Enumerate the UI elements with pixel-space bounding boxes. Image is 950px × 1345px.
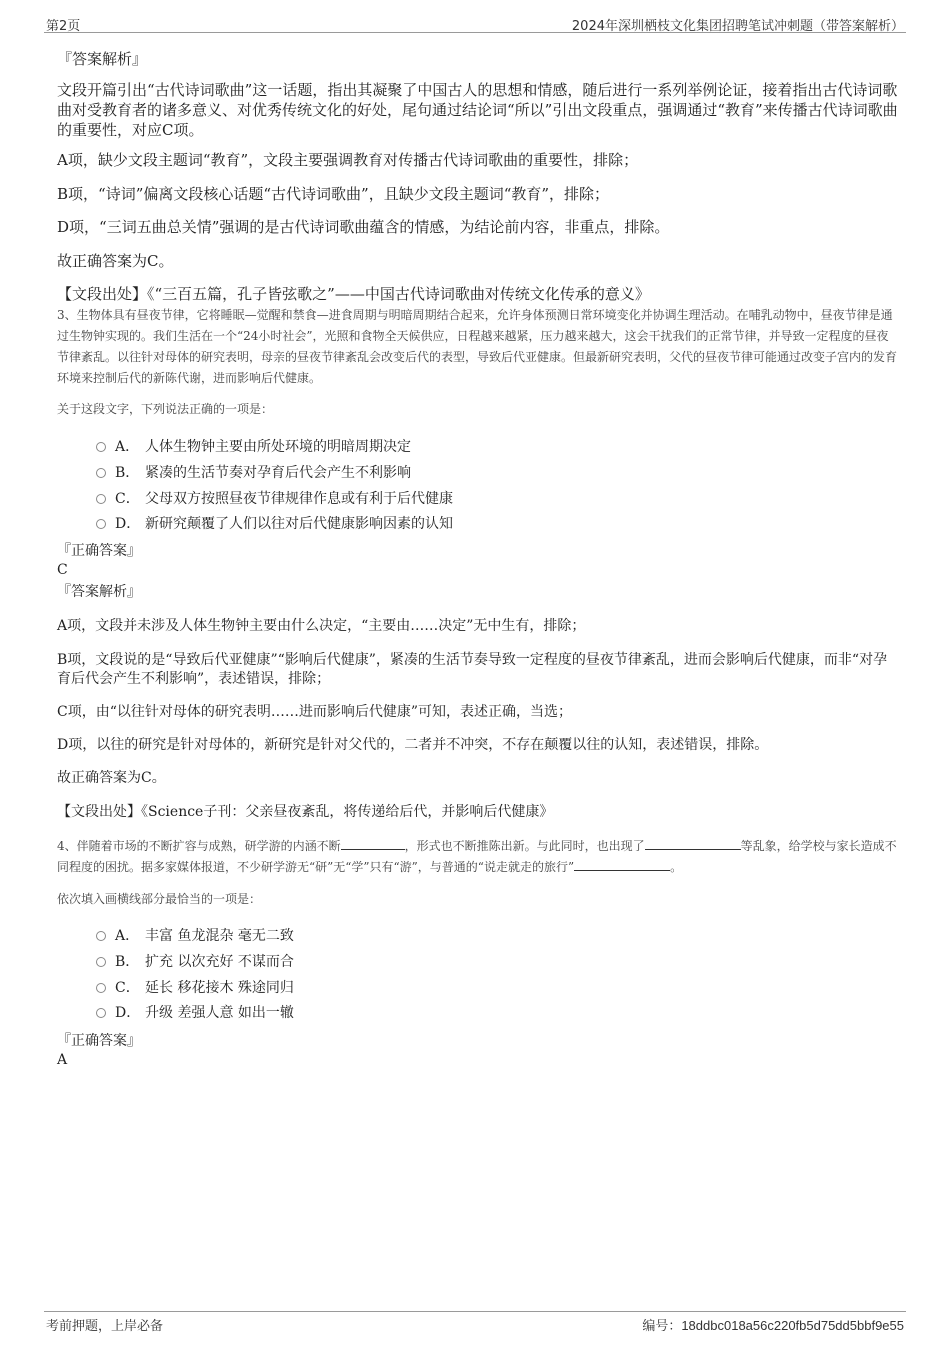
q4-blank-1[interactable]	[341, 836, 405, 850]
q3-analysis-d: D项，以往的研究是针对母体的，新研究是针对父代的，二者并不冲突，不存在颠覆以往的认知，表述错误，排除。	[57, 737, 769, 753]
option-text: 升级 差强人意 如出一辙	[145, 1005, 294, 1021]
page-number: 第2页	[46, 19, 81, 34]
q2-analysis-d: D项，“三词五曲总关情”强调的是古代诗词歌曲蕴含的情感，为结论前内容，非重点，排除。	[57, 218, 670, 236]
q4-answer-heading: 『正确答案』	[57, 1033, 141, 1049]
q3-question: 关于这段文字，下列说法正确的一项是：	[57, 402, 274, 416]
option-text: 父母双方按照昼夜节律规律作息或有利于后代健康	[145, 491, 453, 507]
q4-stem-part1: 4、伴随着市场的不断扩容与成熟，研学游的内涵不断	[57, 839, 341, 853]
radio-icon[interactable]	[96, 519, 106, 529]
q3-option-c[interactable]	[96, 489, 696, 509]
footer-serial	[642, 1315, 904, 1334]
document-title: 2024年深圳栖枝文化集团招聘笔试冲刺题（带答案解析）	[571, 19, 904, 34]
q4-stem-part2: ，形式也不断推陈出新。与此同时，也出现了	[404, 839, 645, 853]
q4-blank-2[interactable]	[645, 836, 741, 850]
option-key: D．	[115, 1005, 141, 1021]
option-key: B．	[115, 465, 140, 481]
page-header	[44, 14, 906, 33]
q4-answer: A	[57, 1052, 68, 1068]
q3-conclusion: 故正确答案为C。	[57, 770, 166, 786]
radio-icon[interactable]	[96, 931, 106, 941]
radio-icon[interactable]	[96, 494, 106, 504]
radio-icon[interactable]	[96, 468, 106, 478]
q2-analysis-b: B项，“诗词”偏离文段核心话题“古代诗词歌曲”，且缺少文段主题词“教育”，排除；	[57, 185, 610, 203]
serial-label: 编号：	[642, 1319, 682, 1334]
radio-icon[interactable]	[96, 983, 106, 993]
q3-analysis-heading: 『答案解析』	[57, 584, 141, 600]
radio-icon[interactable]	[96, 957, 106, 967]
q2-source: 【文段出处】《“三百五篇，孔子皆弦歌之”——中国古代诗词歌曲对传统文化传承的意义》	[57, 285, 650, 303]
option-key: C．	[115, 980, 140, 996]
footer-slogan: 考前押题，上岸必备	[46, 1319, 164, 1334]
q3-stem: 3、生物体具有昼夜节律，它将睡眠—觉醒和禁食—进食周期与明暗周期结合起来，允许身体预测日常环境变化并协调生理活动。在哺乳动物中，昼夜节律是通过生物钟实现的。我们生活在一个“24小时社会”，光照和食物全天候供应，日程越来越紧，压力越来越大，这会干扰我们的正常节律，并导致一定程度的昼夜节律紊乱。以往针对母体的研究表明，母亲的昼夜节律紊乱会改变后代的表型，导致后代亚健康。但最新研究表明，父代的昼夜节律可能通过改变子宫内的发育环境来控制后代的新陈代谢，进而影响后代健康。	[57, 308, 898, 385]
q3-option-a[interactable]	[96, 437, 696, 457]
option-key: B．	[115, 954, 140, 970]
serial-code: 18ddbc018a56c220fb5d75dd5bbf9e55	[681, 1318, 904, 1333]
option-key: D．	[115, 516, 141, 532]
option-key: A．	[115, 439, 140, 455]
page-footer	[44, 1311, 906, 1336]
q4-option-b[interactable]	[96, 952, 696, 972]
q4-stem-part4: 。	[670, 860, 683, 874]
option-text: 扩充 以次充好 不谋而合	[145, 954, 294, 970]
q4-option-a[interactable]	[96, 926, 696, 946]
q2-analysis-heading: 『答案解析』	[57, 50, 148, 68]
q4-stem-part3: 等乱象，给学校与家长造成不同程度的困扰。据多家媒体报道，不少研学游无“研”无“学”只有“游”，与普通的“说走就走的旅行”	[57, 839, 897, 874]
q3-analysis-c: C项，由“以往针对母体的研究表明……进而影响后代健康”可知，表述正确，当选；	[57, 704, 573, 720]
option-text: 新研究颠覆了人们以往对后代健康影响因素的认知	[145, 516, 453, 532]
option-key: C．	[115, 491, 140, 507]
q3-analysis-b: B项，文段说的是“导致后代亚健康”“影响后代健康”，紧凑的生活节奏导致一定程度的昼夜节律紊乱，进而会影响后代健康，而非“对孕育后代会产生不利影响”，表述错误，排除；	[57, 652, 888, 687]
q3-answer-heading: 『正确答案』	[57, 543, 141, 559]
q4-option-d[interactable]	[96, 1003, 696, 1023]
q3-option-b[interactable]	[96, 463, 696, 483]
q4-question: 依次填入画横线部分最恰当的一项是：	[57, 892, 262, 906]
q3-source: 【文段出处】《Science子刊：父亲昼夜紊乱，将传递给后代，并影响后代健康》	[57, 804, 554, 820]
q4-stem	[57, 836, 899, 878]
option-key: A．	[115, 928, 140, 944]
q4-option-c[interactable]	[96, 978, 696, 998]
q4-blank-3[interactable]	[574, 857, 670, 871]
option-text: 延长 移花接木 殊途同归	[145, 980, 294, 996]
q2-conclusion: 故正确答案为C。	[57, 252, 174, 270]
q2-analysis-intro: 文段开篇引出“古代诗词歌曲”这一话题，指出其凝聚了中国古人的思想和情感，随后进行一系列举例论证，接着指出古代诗词歌曲对受教育者的诸多意义、对优秀传统文化的好处，尾句通过结论词“所以”引出文段重点，强调通过“教育”来传播古代诗词歌曲的重要性，对应C项。	[57, 81, 898, 139]
q3-analysis-a: A项，文段并未涉及人体生物钟主要由什么决定，“主要由……决定”无中生有，排除；	[57, 618, 586, 634]
radio-icon[interactable]	[96, 442, 106, 452]
q3-option-d[interactable]	[96, 514, 696, 534]
option-text: 紧凑的生活节奏对孕育后代会产生不利影响	[145, 465, 411, 481]
q2-analysis-a: A项，缺少文段主题词“教育”，文段主要强调教育对传播古代诗词歌曲的重要性，排除；	[57, 151, 639, 169]
radio-icon[interactable]	[96, 1008, 106, 1018]
option-text: 人体生物钟主要由所处环境的明暗周期决定	[145, 439, 411, 455]
q3-answer: C	[57, 562, 68, 578]
option-text: 丰富 鱼龙混杂 毫无二致	[145, 928, 294, 944]
